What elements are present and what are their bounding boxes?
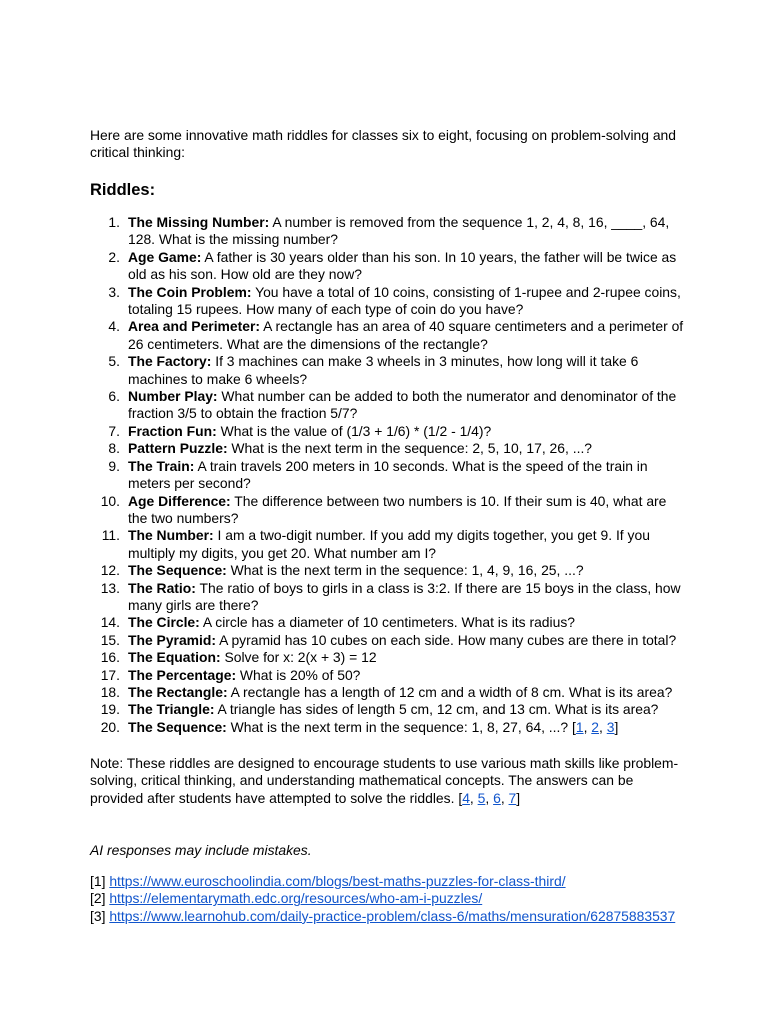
riddle-text: A triangle has sides of length 5 cm, 12 cm, and 13 cm. What is its area? bbox=[214, 701, 659, 718]
list-item bbox=[90, 632, 686, 649]
riddle-title: Age Difference: bbox=[128, 492, 231, 509]
riddle-text: A rectangle has a length of 12 cm and a width of 8 cm. What is its area? bbox=[227, 683, 673, 700]
list-number: 19. bbox=[100, 701, 120, 718]
list-item bbox=[90, 284, 686, 319]
riddle-text: The ratio of boys to girls in a class is 3:2. If there are 15 boys in the class, how many girls are there? bbox=[128, 579, 681, 613]
list-number: 20. bbox=[100, 718, 120, 735]
list-number: 15. bbox=[100, 631, 120, 648]
list-item bbox=[90, 649, 686, 666]
riddle-text: Solve for x: 2(x + 3) = 12 bbox=[220, 649, 377, 666]
list-number: 7. bbox=[108, 422, 120, 439]
list-item bbox=[90, 249, 686, 284]
riddle-title: The Percentage: bbox=[128, 666, 237, 683]
riddle-title: The Sequence: bbox=[128, 718, 227, 735]
list-number: 5. bbox=[108, 353, 120, 370]
list-item bbox=[90, 701, 686, 718]
list-number: 1. bbox=[108, 214, 120, 230]
riddle-text: A circle has a diameter of 10 centimeters. What is its radius? bbox=[199, 614, 576, 631]
citation-group: [1, 2, 3] bbox=[571, 718, 619, 735]
list-item bbox=[90, 423, 686, 440]
reference-link[interactable]: https://www.learnohub.com/daily-practice-problem/class-6/maths/mensuration/62875883537 bbox=[109, 907, 676, 924]
reference-label: [3] bbox=[90, 907, 110, 924]
citation-link-7[interactable]: 7 bbox=[508, 789, 517, 806]
riddle-title: The Circle: bbox=[128, 614, 200, 631]
list-number: 14. bbox=[100, 614, 120, 631]
riddle-title: The Number: bbox=[128, 527, 214, 544]
citation-link-3[interactable]: 3 bbox=[606, 718, 615, 735]
riddle-text: What is the next term in the sequence: 1, 8, 27, 64, ...? bbox=[226, 718, 572, 735]
citation-group: [4, 5, 6, 7] bbox=[458, 789, 521, 806]
riddle-title: The Triangle: bbox=[128, 701, 215, 718]
riddle-text: What number can be added to both the numerator and denominator of the fraction 3/5 to obtain the fraction 5/7? bbox=[128, 388, 677, 422]
riddle-text: A train travels 200 meters in 10 seconds. What is the speed of the train in meters per second? bbox=[128, 457, 648, 492]
list-number: 11. bbox=[101, 527, 120, 544]
list-item bbox=[90, 580, 686, 615]
riddle-text: A rectangle has an area of 40 square centimeters and a perimeter of 26 centimeters. What are the dimensions of the rectangle? bbox=[128, 318, 684, 352]
list-item bbox=[90, 388, 686, 423]
riddle-text: What is 20% of 50? bbox=[236, 666, 361, 683]
reference-item bbox=[90, 908, 675, 925]
riddle-title: The Missing Number: bbox=[128, 214, 270, 230]
list-number: 2. bbox=[108, 248, 120, 265]
list-item bbox=[90, 667, 686, 684]
riddle-text: What is the next term in the sequence: 2, 5, 10, 17, 26, ...? bbox=[227, 440, 593, 457]
list-item bbox=[90, 214, 686, 249]
reference-link[interactable]: https://www.euroschoolindia.com/blogs/best-maths-puzzles-for-class-third/ bbox=[109, 873, 566, 889]
reference-item bbox=[90, 890, 675, 907]
list-item bbox=[90, 440, 686, 457]
riddle-title: The Rectangle: bbox=[128, 683, 228, 700]
list-item bbox=[90, 458, 686, 493]
list-item bbox=[90, 719, 686, 736]
list-item bbox=[90, 353, 686, 388]
list-number: 13. bbox=[100, 579, 120, 596]
citation-link-1[interactable]: 1 bbox=[575, 718, 584, 735]
list-number: 18. bbox=[100, 683, 120, 700]
riddle-text: A number is removed from the sequence 1, 2, 4, 8, 16, ____, 64, 128. What is the missing number? bbox=[128, 214, 670, 248]
list-number: 8. bbox=[108, 440, 120, 457]
riddle-title: The Ratio: bbox=[128, 579, 196, 596]
list-number: 9. bbox=[108, 457, 120, 474]
list-number: 3. bbox=[108, 283, 120, 300]
list-number: 4. bbox=[108, 318, 120, 335]
list-item bbox=[90, 684, 686, 701]
riddle-title: The Factory: bbox=[128, 353, 212, 370]
riddle-title: Pattern Puzzle: bbox=[128, 440, 228, 457]
reference-label: [1] bbox=[90, 873, 110, 889]
riddle-text: A father is 30 years older than his son. In 10 years, the father will be twice as old as his son. How old are they now? bbox=[128, 248, 677, 283]
riddle-text: I am a two-digit number. If you add my digits together, you get 9. If you multiply my digits, you get 20. What number am I? bbox=[128, 527, 650, 561]
riddle-text: What is the value of (1/3 + 1/6) * (1/2 - 1/4)? bbox=[216, 422, 492, 439]
riddle-title: The Coin Problem: bbox=[128, 283, 252, 300]
list-item bbox=[90, 318, 686, 353]
riddle-title: The Train: bbox=[128, 457, 195, 474]
riddle-text: You have a total of 10 coins, consisting of 1-rupee and 2-rupee coins, totaling 15 rupees. How many of each type of coin do you have? bbox=[128, 283, 681, 318]
riddle-text: The difference between two numbers is 10. If their sum is 40, what are the two numbers? bbox=[128, 492, 667, 526]
list-item bbox=[90, 614, 686, 631]
riddle-title: The Equation: bbox=[128, 649, 221, 666]
list-number: 6. bbox=[108, 388, 120, 405]
riddle-title: Number Play: bbox=[128, 388, 218, 405]
list-number: 12. bbox=[100, 562, 120, 579]
intro-paragraph: Here are some innovative math riddles for classes six to eight, focusing on problem-solving and critical thinking: bbox=[90, 127, 677, 161]
riddle-title: The Sequence: bbox=[128, 562, 227, 579]
citation-link-4[interactable]: 4 bbox=[462, 789, 470, 806]
list-item bbox=[90, 493, 686, 528]
ai-disclaimer: AI responses may include mistakes. bbox=[90, 842, 312, 858]
riddle-text: If 3 machines can make 3 wheels in 3 minutes, how long will it take 6 machines to make 6 wheels? bbox=[128, 353, 639, 387]
riddle-title: Area and Perimeter: bbox=[128, 318, 261, 335]
references-list bbox=[90, 873, 675, 925]
riddle-title: Fraction Fun: bbox=[128, 422, 217, 439]
list-item bbox=[90, 527, 686, 562]
citation-link-5[interactable]: 5 bbox=[477, 789, 486, 806]
riddle-text: What is the next term in the sequence: 1, 4, 9, 16, 25, ...? bbox=[226, 562, 584, 579]
riddle-title: The Pyramid: bbox=[128, 631, 216, 648]
note-paragraph bbox=[90, 755, 690, 807]
riddle-text: A pyramid has 10 cubes on each side. How many cubes are there in total? bbox=[216, 631, 677, 648]
riddles-heading: Riddles: bbox=[90, 181, 156, 199]
citation-link-2[interactable]: 2 bbox=[591, 718, 600, 735]
list-number: 16. bbox=[100, 649, 120, 666]
riddle-title: Age Game: bbox=[128, 248, 202, 265]
list-number: 17. bbox=[100, 666, 120, 683]
riddles-list bbox=[90, 214, 686, 736]
list-item bbox=[90, 562, 686, 579]
note-text: Note: These riddles are designed to encourage students to use various math skills like problem-solving, critical thinking, and understanding mathematical concepts. The answers can be provided after students have attempted to solve the riddles. bbox=[90, 755, 679, 806]
reference-link[interactable]: https://elementarymath.edc.org/resources/who-am-i-puzzles/ bbox=[109, 890, 483, 907]
reference-label: [2] bbox=[90, 890, 110, 907]
citation-link-6[interactable]: 6 bbox=[493, 789, 501, 806]
list-number: 10. bbox=[100, 492, 120, 509]
reference-item bbox=[90, 873, 675, 890]
